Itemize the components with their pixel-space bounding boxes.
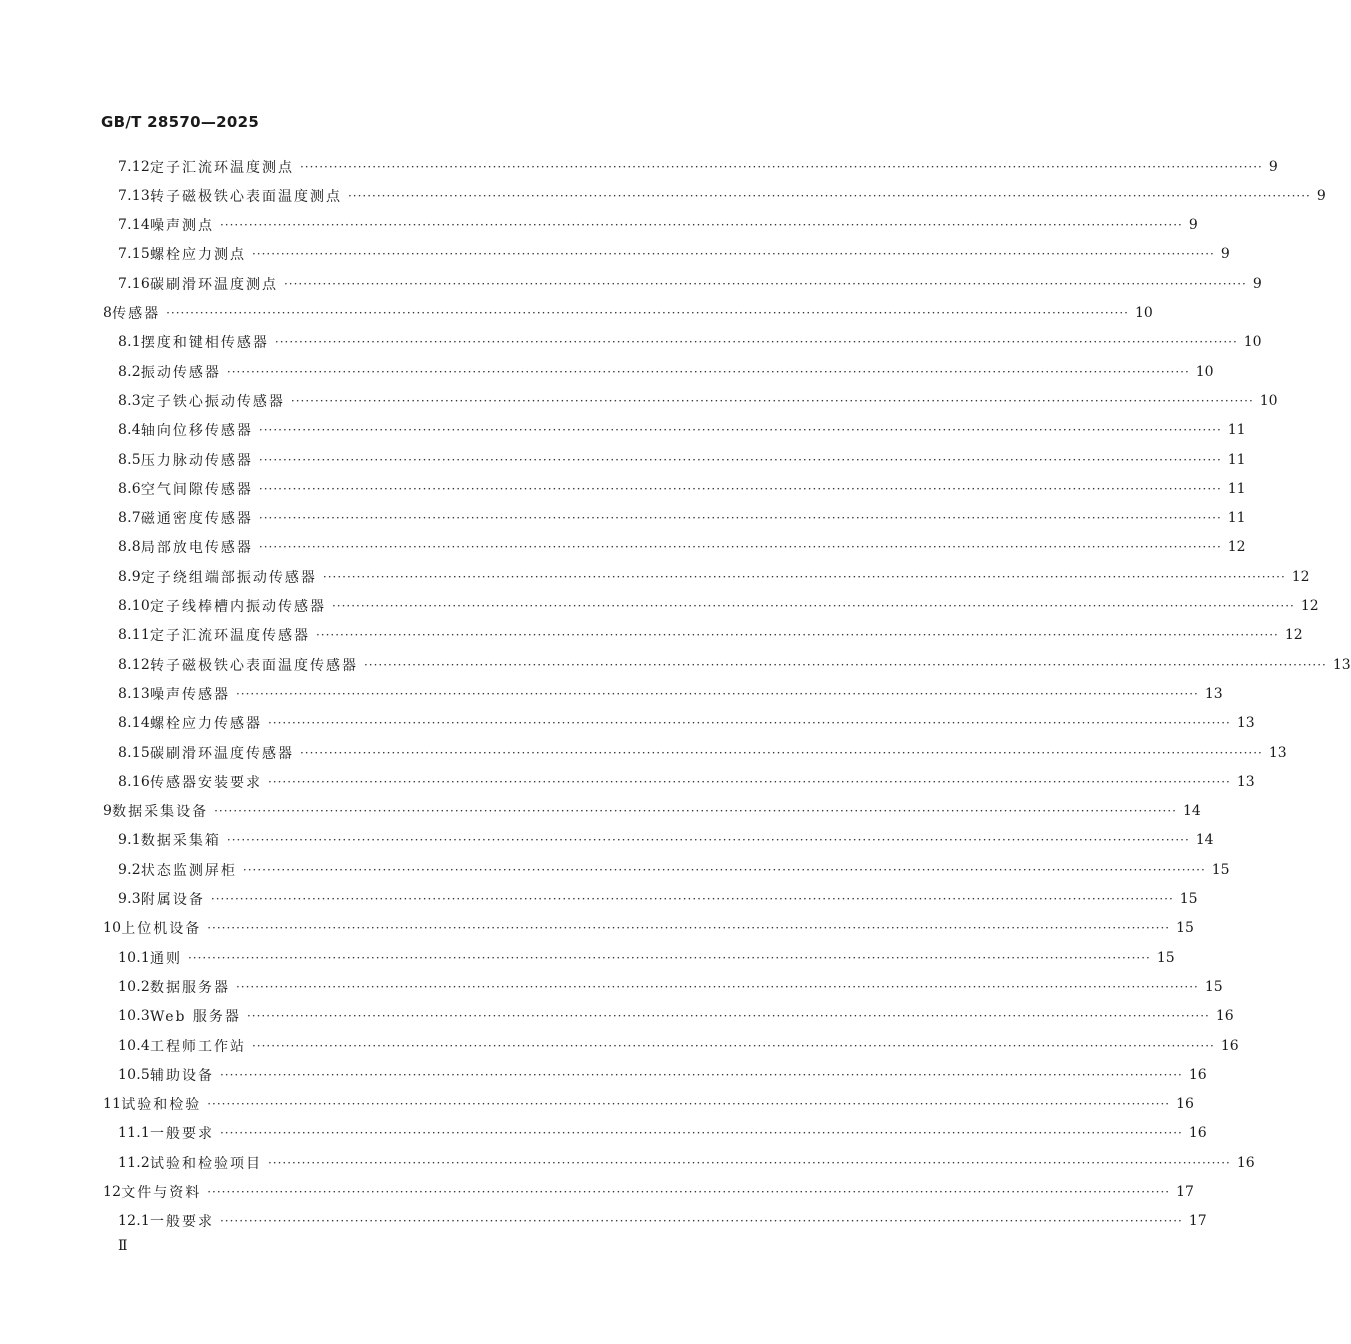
toc-entry-title: 辅助设备: [149, 1067, 214, 1084]
toc-entry[interactable]: [103, 299, 1153, 328]
toc-entry[interactable]: [118, 504, 1246, 533]
toc-entry-title: 工程师工作站: [149, 1038, 246, 1055]
toc-entry-number: 8.14: [118, 715, 150, 732]
toc-entry-number: 10.3: [118, 1008, 150, 1025]
toc-leader-dots: ········································································································································································································: [219, 1126, 1183, 1141]
toc-entry-number: 7.13: [118, 187, 150, 204]
toc-entry-page: 11: [1227, 480, 1246, 497]
toc-entry-title: 数据服务器: [149, 979, 230, 996]
toc-entry-number: 10.2: [118, 978, 150, 995]
toc-entry-title: 附属设备: [140, 892, 205, 908]
toc-entry-page: 13: [1236, 773, 1255, 790]
toc-entry-page: 11: [1227, 451, 1246, 468]
toc-entry-page: 16: [1176, 1096, 1194, 1113]
toc-entry-page: 16: [1215, 1008, 1234, 1025]
toc-entry-title: 传感器: [112, 306, 161, 322]
toc-entry-page: 14: [1183, 803, 1201, 820]
toc-entry-number: 8.12: [118, 656, 150, 673]
toc-entry[interactable]: [118, 562, 1310, 591]
toc-entry-number: 10.5: [118, 1066, 150, 1083]
toc-entry[interactable]: [118, 445, 1246, 474]
toc-entry-page: 14: [1195, 832, 1214, 849]
toc-entry-title: 一般要求: [149, 1214, 214, 1231]
toc-leader-dots: ········································································································································································································: [246, 1009, 1210, 1024]
toc-leader-dots: ········································································································································································································: [219, 218, 1183, 233]
toc-entry-title: 轴向位移传感器: [140, 423, 253, 440]
toc-entry-title: 数据采集设备: [112, 804, 209, 821]
toc-entry-title: 数据采集箱: [140, 833, 221, 850]
toc-leader-dots: ········································································································································································································: [166, 306, 1129, 320]
toc-leader-dots: ········································································································································································································: [299, 745, 1263, 760]
toc-entry-page: 10: [1135, 305, 1153, 321]
toc-entry-title: 一般要求: [149, 1126, 214, 1143]
toc-entry[interactable]: [103, 914, 1194, 943]
toc-entry-page: 16: [1220, 1037, 1239, 1054]
toc-entry-title: 压力脉动传感器: [140, 452, 253, 469]
page-number: Ⅱ: [118, 1238, 128, 1254]
toc-entry-number: 8.16: [118, 773, 150, 790]
toc-entry-number: 8.1: [118, 334, 141, 351]
toc-leader-dots: ········································································································································································································: [226, 364, 1190, 379]
toc-entry-number: 8.13: [118, 685, 150, 702]
toc-entry-title: 碳刷滑环温度传感器: [149, 745, 294, 762]
toc-entry[interactable]: [118, 1060, 1207, 1089]
toc-entry-number: 8.8: [118, 539, 141, 556]
toc-entry-number: 10.1: [118, 949, 150, 966]
toc-leader-dots: ········································································································································································································: [363, 657, 1327, 672]
toc-leader-dots: ········································································································································································································: [283, 276, 1247, 291]
toc-entry-page: 16: [1188, 1066, 1207, 1083]
toc-entry[interactable]: [118, 767, 1255, 796]
toc-entry[interactable]: [118, 181, 1326, 210]
toc-entry[interactable]: [118, 533, 1246, 562]
toc-entry-page: 9: [1220, 246, 1230, 263]
toc-entry[interactable]: [118, 972, 1223, 1001]
toc-entry-title: 传感器安装要求: [149, 774, 262, 791]
document-header: GB/T 28570—2025: [101, 113, 260, 131]
toc-entry-title: 空气间隙传感器: [140, 481, 253, 498]
toc-entry[interactable]: [118, 621, 1303, 650]
toc-leader-dots: ········································································································································································································: [235, 686, 1199, 701]
toc-entry-title: 状态监测屏柜: [140, 862, 237, 879]
toc-entry-number: 8.6: [118, 480, 141, 497]
toc-entry[interactable]: [118, 152, 1278, 181]
toc-entry-number: 10.4: [118, 1037, 150, 1054]
toc-entry-number: 9.1: [118, 832, 141, 849]
toc-leader-dots: ········································································································································································································: [267, 1155, 1231, 1170]
toc-entry[interactable]: [118, 269, 1262, 298]
toc-entry-page: 13: [1204, 685, 1223, 702]
toc-entry-number: 7.16: [118, 275, 150, 292]
toc-leader-dots: ········································································································································································································: [219, 1067, 1183, 1082]
toc-leader-dots: ········································································································································································································: [290, 393, 1254, 408]
toc-entry-page: 11: [1227, 510, 1246, 527]
toc-entry-number: 8.11: [118, 627, 150, 644]
toc-entry[interactable]: [118, 1148, 1255, 1177]
toc-entry-number: 8.7: [118, 510, 141, 527]
toc-leader-dots: ········································································································································································································: [214, 804, 1177, 819]
toc-entry-title: 碳刷滑环温度测点: [149, 276, 278, 293]
toc-leader-dots: ········································································································································································································: [258, 511, 1222, 526]
toc-entry-page: 10: [1195, 363, 1214, 380]
toc-entry[interactable]: [118, 328, 1262, 357]
toc-entry-title: 螺栓应力传感器: [149, 716, 262, 733]
toc-entry-page: 15: [1211, 861, 1230, 878]
toc-leader-dots: ········································································································································································································: [210, 892, 1174, 906]
toc-entry-title: 定子线棒槽内振动传感器: [149, 599, 326, 615]
toc-entry-number: 8.2: [118, 363, 141, 380]
toc-leader-dots: ········································································································································································································: [331, 599, 1295, 613]
toc-entry-number: 9: [103, 803, 113, 820]
toc-entry-number: 8.10: [118, 598, 150, 614]
toc-leader-dots: ········································································································································································································: [299, 159, 1263, 174]
toc-entry-title: 定子汇流环温度传感器: [149, 628, 310, 645]
toc-entry-number: 7.12: [118, 158, 150, 175]
toc-entry-title: 摆度和键相传感器: [140, 335, 269, 352]
toc-entry-page: 17: [1176, 1184, 1194, 1200]
toc-leader-dots: ········································································································································································································: [242, 862, 1206, 877]
toc-entry-page: 10: [1259, 392, 1278, 409]
toc-entry[interactable]: [118, 709, 1255, 738]
toc-leader-dots: ········································································································································································································: [207, 1185, 1171, 1199]
toc-entry[interactable]: [118, 1119, 1207, 1148]
toc-entry-title: 转子磁极铁心表面温度测点: [149, 188, 342, 205]
toc-entry[interactable]: [118, 738, 1287, 767]
toc-entry-title: 噪声测点: [149, 218, 214, 235]
toc-leader-dots: ········································································································································································································: [226, 833, 1190, 848]
toc-entry[interactable]: [118, 679, 1223, 708]
toc-leader-dots: ········································································································································································································: [258, 540, 1222, 555]
toc-entry-title: 转子磁极铁心表面温度传感器: [149, 657, 358, 674]
toc-entry-number: 7.14: [118, 217, 150, 234]
toc-entry-title: 通则: [149, 950, 182, 967]
toc-leader-dots: ········································································································································································································: [347, 188, 1311, 203]
toc-entry-number: 10: [103, 920, 122, 937]
toc-leader-dots: ········································································································································································································: [187, 950, 1151, 965]
toc-leader-dots: ········································································································································································································: [207, 921, 1171, 936]
toc-entry-title: 上位机设备: [121, 921, 202, 938]
toc-entry-page: 15: [1179, 891, 1198, 907]
toc-entry[interactable]: [118, 416, 1246, 445]
toc-entry-page: 10: [1243, 334, 1262, 351]
toc-leader-dots: ········································································································································································································: [315, 628, 1279, 643]
toc-leader-dots: ········································································································································································································: [258, 481, 1222, 496]
toc-entry-page: 13: [1332, 656, 1351, 673]
toc-entry-page: 12: [1300, 598, 1319, 614]
toc-entry-page: 12: [1284, 627, 1303, 644]
toc-entry[interactable]: [118, 1031, 1239, 1060]
toc-entry-title: 定子绕组端部振动传感器: [140, 569, 317, 586]
toc-entry[interactable]: [118, 855, 1230, 884]
toc-entry-title: 试验和检验: [121, 1097, 202, 1114]
toc-entry[interactable]: [118, 357, 1214, 386]
toc-leader-dots: ········································································································································································································: [274, 335, 1238, 350]
toc-entry-page: 15: [1176, 920, 1194, 937]
toc-entry[interactable]: [103, 797, 1201, 826]
toc-leader-dots: ········································································································································································································: [322, 569, 1286, 584]
toc-entry-page: 15: [1204, 978, 1223, 995]
toc-entry-number: 11.2: [118, 1154, 150, 1171]
toc-entry-number: 11.1: [118, 1125, 150, 1142]
toc-entry-number: 12: [103, 1184, 122, 1200]
toc-entry-page: 9: [1268, 158, 1278, 175]
toc-entry[interactable]: [103, 1090, 1194, 1119]
toc-entry-page: 9: [1316, 187, 1326, 204]
toc-entry-number: 9.2: [118, 861, 141, 878]
toc-entry-number: 9.3: [118, 891, 141, 907]
toc-entry-title: 噪声传感器: [149, 686, 230, 703]
toc-entry-number: 8.4: [118, 422, 141, 439]
toc-entry-number: 8.3: [118, 392, 141, 409]
toc-entry-title: 定子汇流环温度测点: [149, 159, 294, 176]
toc-leader-dots: ········································································································································································································: [251, 247, 1215, 262]
toc-entry[interactable]: [118, 1207, 1207, 1236]
toc-entry-title: 试验和检验项目: [149, 1155, 262, 1172]
toc-entry-page: 11: [1227, 422, 1246, 439]
toc-entry-title: 局部放电传感器: [140, 540, 253, 557]
toc-leader-dots: ········································································································································································································: [235, 979, 1199, 994]
toc-entry[interactable]: [118, 1002, 1234, 1031]
toc-entry-page: 12: [1227, 539, 1246, 556]
toc-entry[interactable]: [118, 211, 1198, 240]
toc-entry-number: 12.1: [118, 1213, 150, 1230]
toc-entry-number: 11: [103, 1096, 122, 1113]
toc-leader-dots: ········································································································································································································: [219, 1214, 1183, 1229]
toc-entry-number: 7.15: [118, 246, 150, 263]
toc-leader-dots: ········································································································································································································: [258, 452, 1222, 467]
toc-entry[interactable]: [118, 474, 1246, 503]
toc-entry-page: 9: [1252, 275, 1262, 292]
toc-entry[interactable]: [118, 386, 1278, 415]
toc-entry-title: 振动传感器: [140, 364, 221, 381]
toc-entry-page: 12: [1291, 568, 1310, 585]
toc-entry-number: 8: [103, 305, 113, 321]
toc-entry-page: 9: [1188, 217, 1198, 234]
toc-entry-number: 8.15: [118, 744, 150, 761]
toc-entry[interactable]: [118, 885, 1198, 914]
toc-entry-number: 8.5: [118, 451, 141, 468]
toc-entry-title: 螺栓应力测点: [149, 247, 246, 264]
toc-entry[interactable]: [103, 1178, 1194, 1207]
toc-entry-number: 8.9: [118, 568, 141, 585]
toc-entry[interactable]: [118, 650, 1351, 679]
toc-entry[interactable]: [118, 592, 1319, 621]
toc-leader-dots: ········································································································································································································: [267, 716, 1231, 731]
toc-entry-page: 15: [1156, 949, 1175, 966]
toc-entry[interactable]: [118, 943, 1175, 972]
toc-entry[interactable]: [118, 826, 1214, 855]
toc-leader-dots: ········································································································································································································: [267, 774, 1231, 789]
toc-entry-page: 16: [1188, 1125, 1207, 1142]
toc-leader-dots: ········································································································································································································: [258, 423, 1222, 438]
toc-entry[interactable]: [118, 240, 1230, 269]
toc-entry-title: 定子铁心振动传感器: [140, 393, 285, 410]
toc-leader-dots: ········································································································································································································: [251, 1038, 1215, 1053]
toc-entry-page: 17: [1188, 1213, 1207, 1230]
toc-entry-page: 13: [1268, 744, 1287, 761]
toc-entry-page: 13: [1236, 715, 1255, 732]
toc-entry-title: 文件与资料: [121, 1185, 202, 1201]
toc-entry-title: Web 服务器: [149, 1009, 241, 1026]
toc-entry-page: 16: [1236, 1154, 1255, 1171]
toc-entry-title: 磁通密度传感器: [140, 511, 253, 528]
toc-leader-dots: ········································································································································································································: [207, 1097, 1171, 1112]
